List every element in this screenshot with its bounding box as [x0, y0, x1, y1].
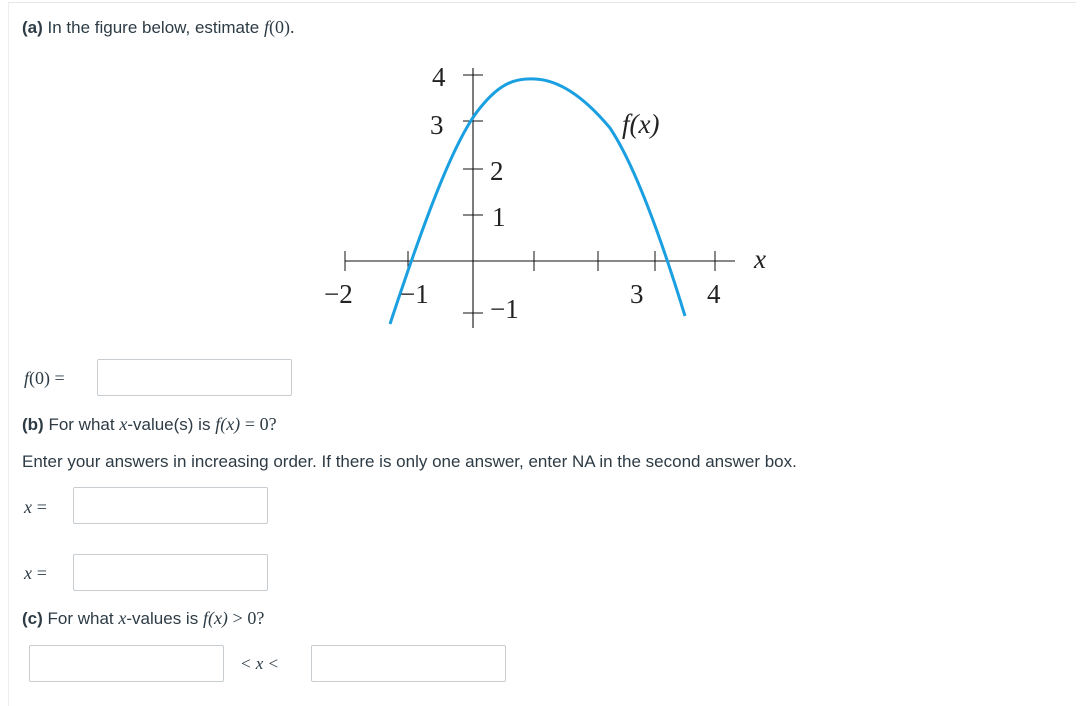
y-tick-label: −1: [490, 294, 519, 324]
f0-answer-input[interactable]: [97, 359, 292, 396]
y-tick-label: 3: [430, 110, 444, 140]
top-divider: [8, 2, 1076, 3]
part-c-rel: > 0?: [232, 608, 265, 628]
part-c-arg: (x): [207, 608, 228, 628]
answer-lhs-rest: (0) =: [29, 368, 65, 388]
x-tick-label: −2: [324, 279, 353, 309]
graph-figure: [310, 58, 790, 328]
part-b-func: f: [215, 414, 221, 434]
x-tick-label: −1: [400, 279, 429, 309]
x-tick-label: 4: [707, 279, 721, 309]
part-a-text: In the figure below, estimate: [47, 18, 260, 37]
answer-rel: =: [36, 563, 47, 583]
part-a-arg: (0).: [268, 17, 295, 37]
interval-lower-input[interactable]: [29, 645, 224, 682]
part-b-text-2: -value(s) is: [127, 415, 211, 434]
part-b-text-1: For what: [48, 415, 115, 434]
answer-var: x: [24, 563, 32, 583]
y-tick-label: 1: [492, 202, 506, 232]
answer-lhs-func: f: [24, 368, 30, 388]
part-a-label: (a): [22, 18, 43, 37]
interval-upper-input[interactable]: [311, 645, 506, 682]
part-c-question: [22, 607, 264, 630]
part-c-text-1: For what: [47, 609, 114, 628]
part-b-label: (b): [22, 415, 44, 434]
part-a-question: [22, 16, 294, 39]
part-c-label: (c): [22, 609, 43, 628]
part-c-var: x: [118, 608, 127, 628]
x-answer-2-input[interactable]: [73, 554, 268, 591]
part-c-func: f: [202, 608, 208, 628]
y-tick-label: 4: [432, 62, 446, 92]
part-a-answer-label: [24, 367, 65, 390]
part-b-answer-2-label: [24, 562, 47, 585]
part-c-text-2: -values is: [126, 609, 199, 628]
answer-rel: =: [36, 497, 47, 517]
part-b-rel: = 0?: [244, 414, 277, 434]
part-b-answer-1-label: [24, 496, 47, 519]
y-tick-label: 2: [490, 156, 504, 186]
x-tick-label: 3: [630, 279, 644, 309]
part-b-arg: (x): [220, 414, 241, 434]
part-b-instructions: Enter your answers in increasing order. If there is only one answer, enter NA in the second answer box.: [22, 452, 797, 471]
curve-label: f(x): [622, 109, 660, 139]
part-a-func: f: [263, 17, 269, 37]
answer-var: x: [24, 497, 32, 517]
part-b-question: [22, 413, 277, 436]
x-axis-label: x: [754, 244, 766, 274]
left-border: [8, 2, 9, 706]
interval-between-text: < x <: [240, 654, 279, 673]
part-b-var: x: [119, 414, 128, 434]
x-answer-1-input[interactable]: [73, 487, 268, 524]
